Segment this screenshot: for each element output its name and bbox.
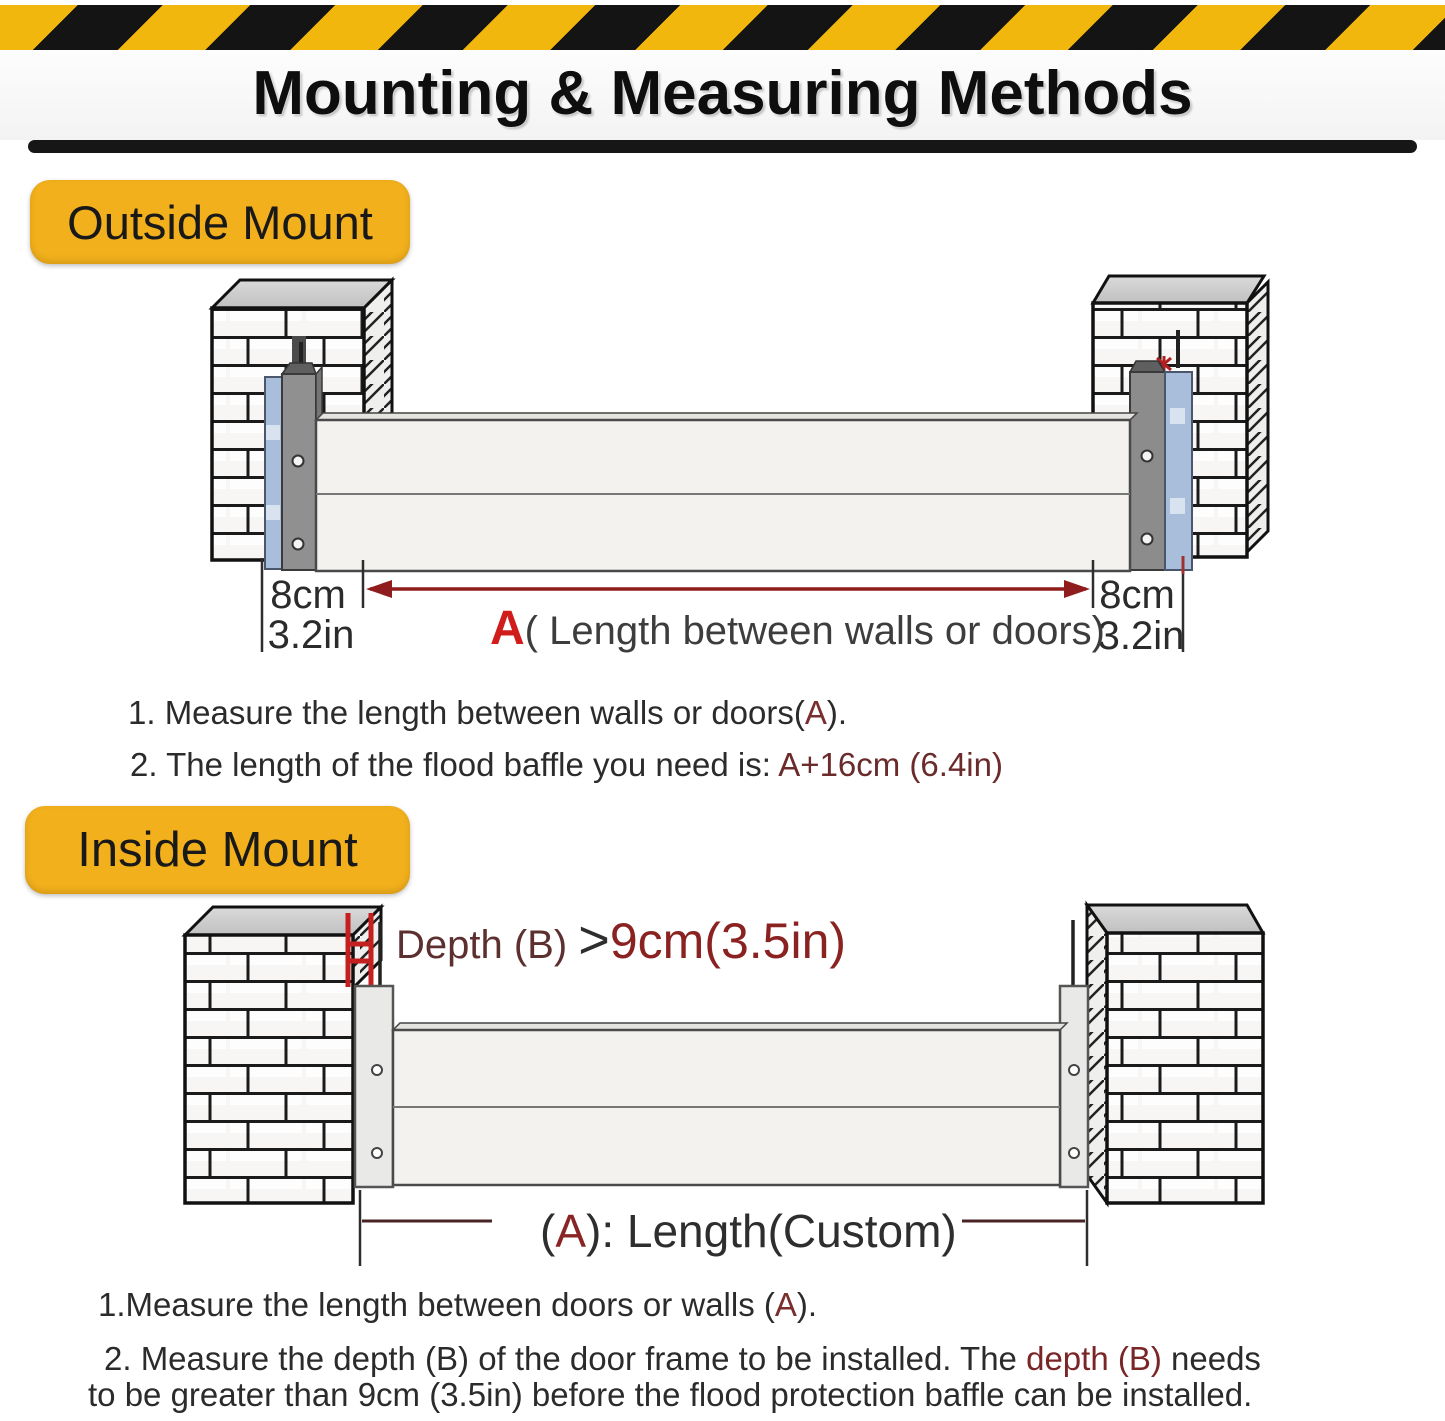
arrowhead-right [1064, 580, 1090, 598]
pillar-top-face [212, 280, 392, 308]
outside-mount-diagram [0, 268, 1445, 680]
outside-step-2 [130, 746, 1003, 784]
screw-hole [1069, 1065, 1079, 1075]
inside-step2-text: 2. Measure the depth (B) of the door frame to be installed. The [104, 1340, 1027, 1377]
flood-barrier-outside [316, 413, 1137, 571]
page-title: Mounting & Measuring Methods [252, 59, 1193, 128]
pillar-front-face [185, 935, 353, 1203]
greater-than-sign: > [578, 910, 610, 970]
inside-step-2-line2 [88, 1376, 1252, 1414]
span-label-text: ( Length between walls or doors) [524, 609, 1105, 653]
span-label [490, 602, 1105, 655]
pillar-front-face [1107, 933, 1263, 1203]
left-offset-in: 3.2in [267, 613, 355, 657]
inside-mount-badge [25, 806, 410, 894]
outside-step2-text: 2. The length of the flood baffle you need is: [130, 746, 779, 783]
depth-label-text: Depth (B) [396, 923, 579, 967]
depth-label [396, 910, 846, 970]
screw-hole [372, 1148, 382, 1158]
inside-step2-depth: depth (B) [1026, 1340, 1162, 1377]
inside-step-2-line1 [104, 1340, 1261, 1378]
length-label-open: ( [540, 1205, 556, 1257]
seal-strip-left [265, 377, 282, 569]
right-offset-cm: 8cm [1099, 573, 1175, 617]
pillar-side-face [1247, 282, 1268, 552]
inside-right-brick-pillar [1087, 905, 1263, 1203]
screw-hole [293, 456, 304, 467]
depth-label-value: 9cm(3.5in) [609, 913, 847, 969]
title-underline-bar [28, 140, 1417, 153]
inside-mount-badge-label: Inside Mount [77, 823, 358, 877]
length-label-a: A [555, 1205, 587, 1257]
mounting-channel-left [355, 986, 393, 1187]
screw-hole [372, 1065, 382, 1075]
hazard-stripe-band [0, 5, 1445, 50]
pillar-top-face [185, 907, 381, 935]
inside-step1-suffix: ). [796, 1286, 818, 1323]
arrowhead-left [366, 580, 392, 598]
left-offset-cm: 8cm [270, 573, 346, 617]
inside-step1-text: 1.Measure the length between doors or walls ( [98, 1286, 775, 1323]
outside-step1-a: A [804, 694, 827, 731]
length-label [540, 1205, 957, 1257]
screw-hole [293, 539, 304, 550]
length-label-rest: ): Length(Custom) [586, 1205, 957, 1257]
outside-mount-badge [30, 180, 410, 264]
inside-mount-diagram [0, 895, 1445, 1270]
right-offset-in: 3.2in [1097, 614, 1185, 658]
pillar-top-face [1087, 905, 1263, 933]
outside-step-1 [128, 694, 847, 732]
inside-left-brick-pillar [185, 907, 381, 1203]
inside-step2-line2-text: to be greater than 9cm (3.5in) before the flood protection baffle can be installed. [88, 1376, 1253, 1413]
outside-step2-value: A+16cm (6.4in) [778, 746, 1003, 783]
pillar-side-face [1087, 905, 1107, 1203]
screw-hole [1142, 534, 1153, 545]
mounting-channel-right [1060, 986, 1088, 1187]
inside-step2-suffix: needs [1161, 1340, 1261, 1377]
screw-hole [1142, 451, 1153, 462]
span-label-a: A [490, 602, 525, 655]
seal-strip-right [1165, 372, 1192, 570]
outside-step1-suffix: ). [826, 694, 848, 731]
pillar-top-face [1093, 276, 1264, 303]
outside-step1-text: 1. Measure the length between walls or doors( [128, 694, 805, 731]
inside-step1-a: A [774, 1286, 797, 1323]
flood-barrier-inside [393, 1023, 1067, 1185]
screw-hole [1069, 1148, 1079, 1158]
inside-step-1 [98, 1286, 817, 1324]
mounting-channel-right [1130, 361, 1165, 570]
outside-mount-badge-label: Outside Mount [67, 195, 373, 249]
